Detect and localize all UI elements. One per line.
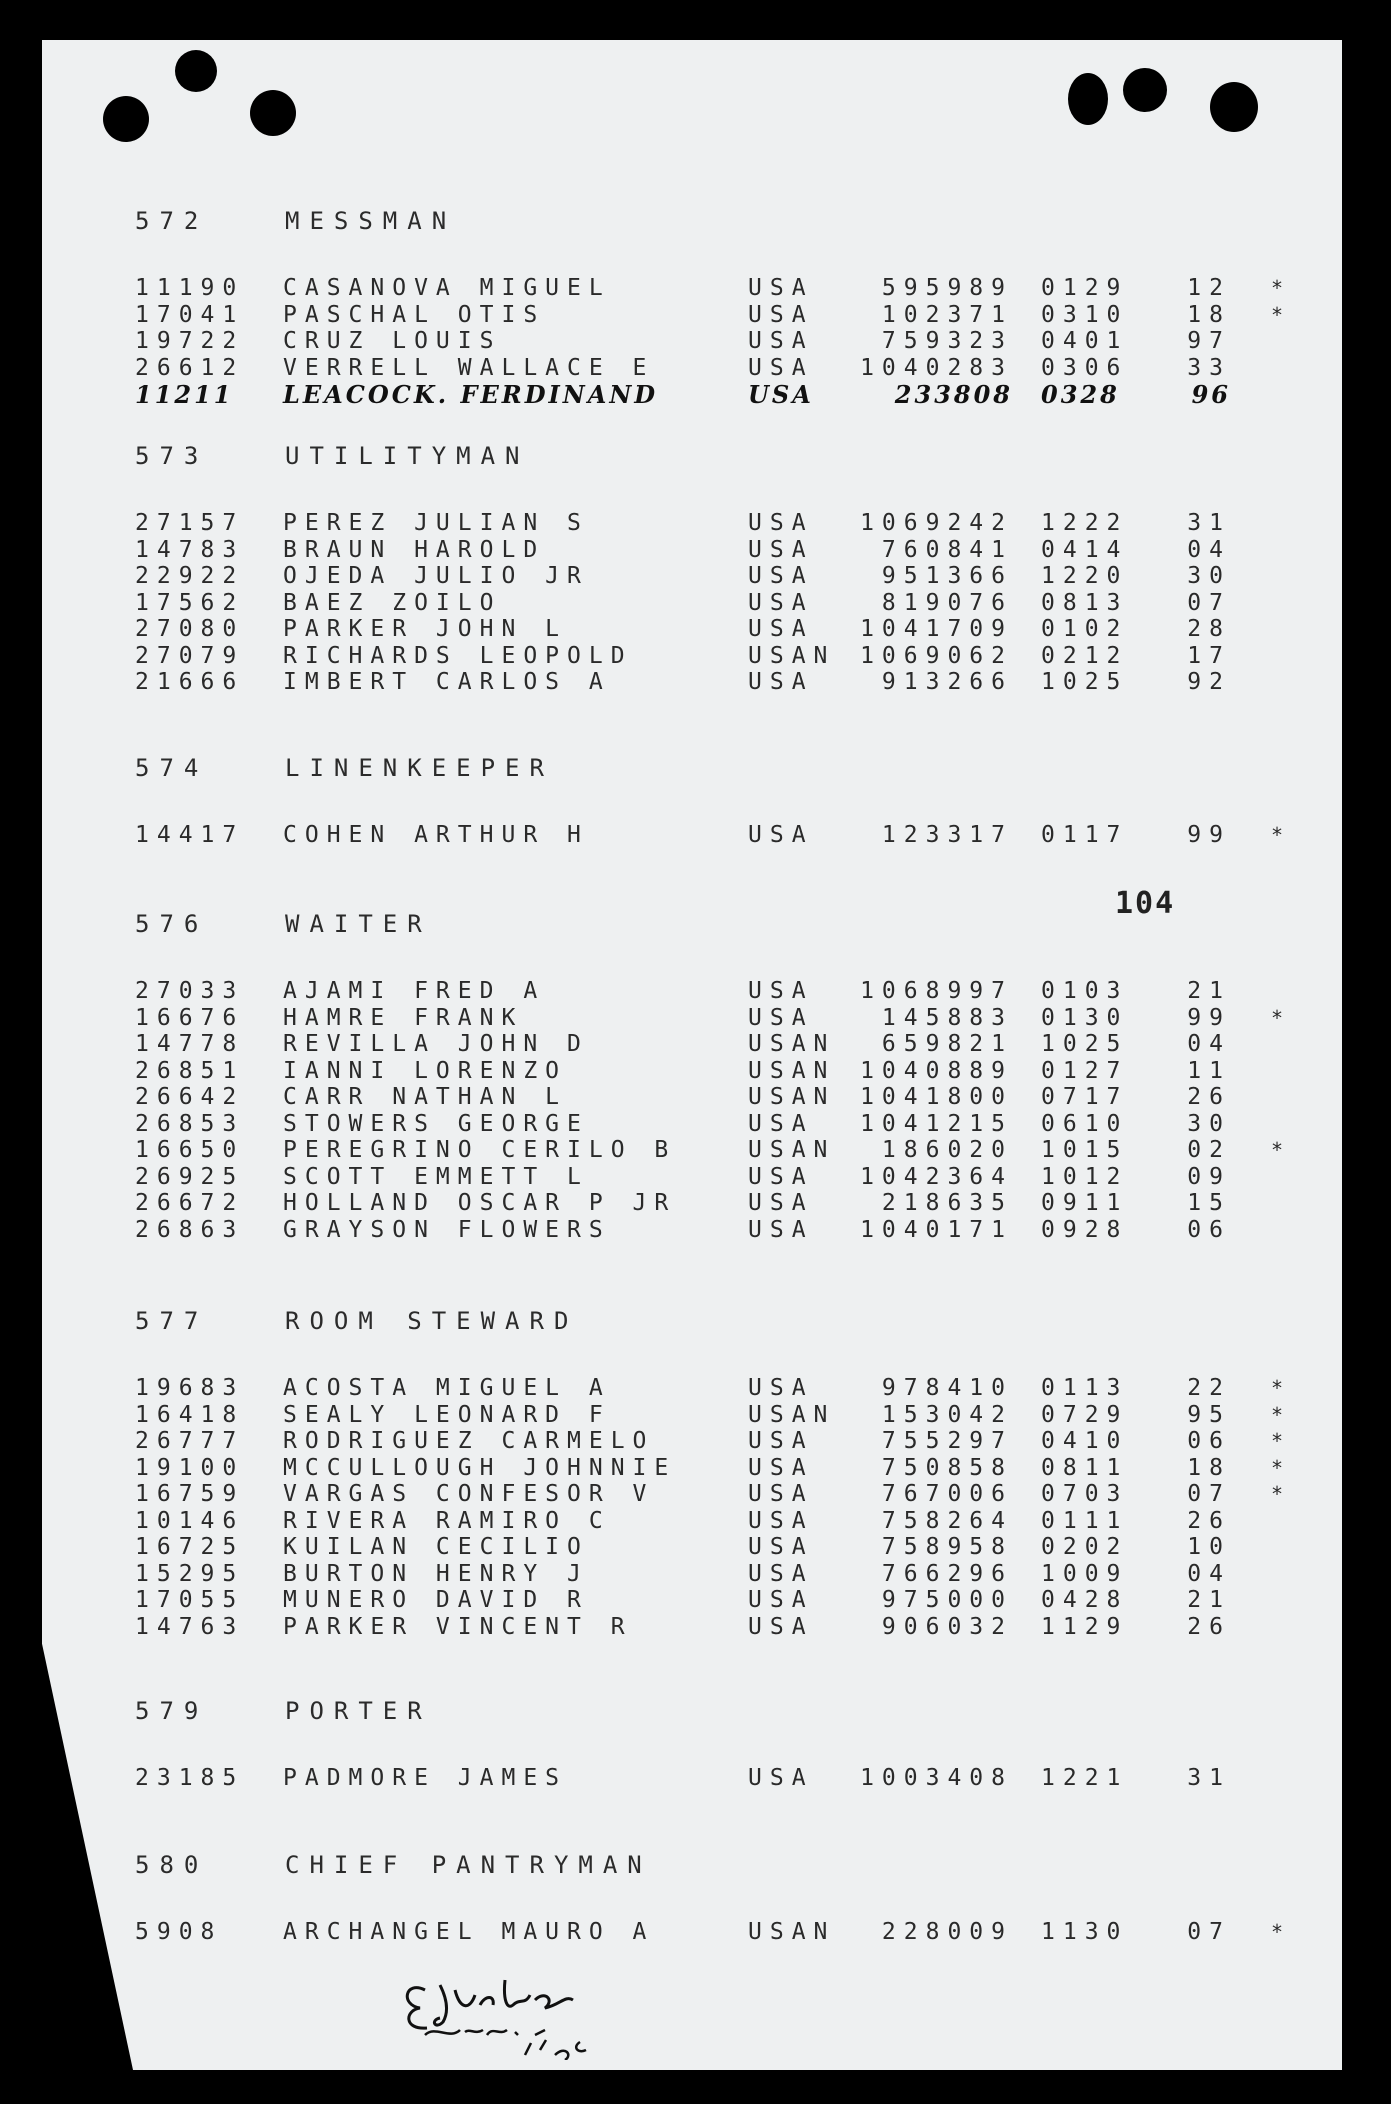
date-code: 1012 [1041, 1163, 1129, 1190]
document-number: 755297 [881, 1428, 1013, 1455]
value-code: 22 [1187, 1375, 1231, 1402]
section-heading [0, 908, 1391, 940]
crew-id: 26612 [135, 354, 245, 381]
document-number: 1040889 [860, 1057, 1013, 1084]
crew-name: AJAMI FRED A [283, 978, 546, 1005]
date-code: 0328 [1041, 379, 1120, 409]
section-heading [0, 752, 1391, 784]
crew-id: 26777 [135, 1428, 245, 1455]
date-code: 0811 [1041, 1454, 1129, 1481]
date-code: 0813 [1041, 589, 1129, 616]
date-code: 0102 [1041, 616, 1129, 643]
section-code: 574 [135, 754, 209, 782]
crew-id: 17562 [135, 589, 245, 616]
crew-rows [0, 510, 1391, 696]
value-code: 95 [1187, 1401, 1231, 1428]
citizenship: USA [748, 1216, 814, 1243]
crew-row [0, 616, 1391, 643]
crew-id: 26642 [135, 1084, 245, 1111]
crew-row [0, 643, 1391, 670]
crew-id: 19683 [135, 1375, 245, 1402]
citizenship: USA [748, 1534, 814, 1561]
crew-row [0, 1111, 1391, 1138]
value-code: 11 [1187, 1057, 1231, 1084]
date-code: 0129 [1041, 275, 1129, 302]
crew-row [0, 1561, 1391, 1588]
document-number: 1041709 [860, 616, 1013, 643]
crew-row [0, 669, 1391, 696]
crew-row [0, 328, 1391, 355]
page-number: 104 [1115, 886, 1176, 921]
crew-row [0, 1137, 1391, 1164]
date-code: 1222 [1041, 510, 1129, 537]
crew-name: OJEDA JULIO JR [283, 563, 589, 590]
date-code: 1009 [1041, 1560, 1129, 1587]
asterisk-mark: * [1270, 302, 1291, 327]
section-title: WAITER [285, 910, 432, 938]
section-579 [0, 1695, 1391, 1792]
crew-name: CRUZ LOUIS [283, 328, 502, 355]
document-number: 1003408 [860, 1765, 1013, 1792]
crew-row [0, 1614, 1391, 1641]
document-number: 1041800 [860, 1084, 1013, 1111]
value-code: 30 [1187, 563, 1231, 590]
citizenship: USA [748, 1613, 814, 1640]
crew-row [0, 1428, 1391, 1455]
date-code: 0410 [1041, 1428, 1129, 1455]
section-title: UTILITYMAN [285, 442, 530, 470]
crew-id: 22922 [135, 563, 245, 590]
citizenship: USA [748, 1587, 814, 1614]
citizenship: USA [748, 328, 814, 355]
crew-row [0, 1005, 1391, 1032]
document-number: 1069242 [860, 510, 1013, 537]
crew-id: 26853 [135, 1110, 245, 1137]
section-code: 580 [135, 1851, 209, 1879]
crew-id: 17055 [135, 1587, 245, 1614]
document-number: 758264 [881, 1507, 1013, 1534]
crew-name: COHEN ARTHUR H [283, 822, 589, 849]
crew-name: LEACOCK. FERDINAND [283, 379, 659, 409]
date-code: 1129 [1041, 1613, 1129, 1640]
crew-id: 21666 [135, 669, 245, 696]
crew-name: REVILLA JOHN D [283, 1031, 589, 1058]
crew-id: 26863 [135, 1216, 245, 1243]
crew-row [0, 275, 1391, 302]
crew-row [0, 381, 1391, 408]
crew-id: 26851 [135, 1057, 245, 1084]
document-number: 1042364 [860, 1163, 1013, 1190]
crew-row [0, 1164, 1391, 1191]
section-577 [0, 1305, 1391, 1640]
asterisk-mark: * [1270, 1138, 1291, 1163]
crew-name: BAEZ ZOILO [283, 589, 502, 616]
section-code: 576 [135, 910, 209, 938]
value-code: 17 [1187, 642, 1231, 669]
document-number: 951366 [881, 563, 1013, 590]
section-title: MESSMAN [285, 207, 457, 235]
crew-id: 14783 [135, 536, 245, 563]
citizenship: USA [748, 354, 814, 381]
section-heading [0, 1849, 1391, 1881]
crew-id: 15295 [135, 1560, 245, 1587]
crew-name: GRAYSON FLOWERS [283, 1216, 611, 1243]
value-code: 92 [1187, 669, 1231, 696]
asterisk-mark: * [1270, 1005, 1291, 1030]
crew-name: VERRELL WALLACE E [283, 354, 655, 381]
citizenship: USA [748, 1560, 814, 1587]
crew-rows [0, 1765, 1391, 1792]
crew-row [0, 1587, 1391, 1614]
date-code: 1220 [1041, 563, 1129, 590]
date-code: 0428 [1041, 1587, 1129, 1614]
crew-name: VARGAS CONFESOR V [283, 1481, 655, 1508]
crew-name: CASANOVA MIGUEL [283, 275, 611, 302]
date-code: 1221 [1041, 1765, 1129, 1792]
citizenship: USA [748, 1454, 814, 1481]
crew-id: 19722 [135, 328, 245, 355]
date-code: 0414 [1041, 536, 1129, 563]
citizenship: USA [748, 510, 814, 537]
value-code: 07 [1187, 589, 1231, 616]
crew-row [0, 1919, 1391, 1946]
crew-name: SCOTT EMMETT L [283, 1163, 589, 1190]
section-heading [0, 1305, 1391, 1337]
citizenship: USAN [748, 1031, 836, 1058]
crew-row [0, 563, 1391, 590]
asterisk-mark: * [1270, 823, 1291, 848]
value-code: 06 [1187, 1216, 1231, 1243]
crew-name: PADMORE JAMES [283, 1765, 568, 1792]
citizenship: USAN [748, 1919, 836, 1946]
value-code: 31 [1187, 1765, 1231, 1792]
crew-id: 27080 [135, 616, 245, 643]
crew-name: ACOSTA MIGUEL A [283, 1375, 611, 1402]
value-code: 12 [1187, 275, 1231, 302]
crew-name: IANNI LORENZO [283, 1057, 568, 1084]
value-code: 30 [1187, 1110, 1231, 1137]
crew-row [0, 978, 1391, 1005]
section-code: 579 [135, 1697, 209, 1725]
value-code: 04 [1187, 1031, 1231, 1058]
section-574 [0, 752, 1391, 849]
crew-name: PASCHAL OTIS [283, 301, 546, 328]
citizenship: USA [748, 1765, 814, 1792]
date-code: 0202 [1041, 1534, 1129, 1561]
citizenship: USA [748, 1507, 814, 1534]
citizenship: USA [748, 1110, 814, 1137]
date-code: 1025 [1041, 669, 1129, 696]
date-code: 0130 [1041, 1004, 1129, 1031]
citizenship: USAN [748, 1084, 836, 1111]
date-code: 0729 [1041, 1401, 1129, 1428]
document-number: 123317 [881, 822, 1013, 849]
crew-name: MUNERO DAVID R [283, 1587, 589, 1614]
crew-id: 16725 [135, 1534, 245, 1561]
crew-name: BRAUN HAROLD [283, 536, 546, 563]
crew-row [0, 1031, 1391, 1058]
section-heading [0, 205, 1391, 237]
crew-id: 23185 [135, 1765, 245, 1792]
crew-name: PEREZ JULIAN S [283, 510, 589, 537]
crew-row [0, 1375, 1391, 1402]
crew-id: 14778 [135, 1031, 245, 1058]
date-code: 0717 [1041, 1084, 1129, 1111]
section-572 [0, 205, 1391, 408]
value-code: 02 [1187, 1137, 1231, 1164]
crew-row [0, 590, 1391, 617]
document-number: 153042 [881, 1401, 1013, 1428]
section-576 [0, 908, 1391, 1243]
crew-name: ARCHANGEL MAURO A [283, 1919, 655, 1946]
crew-rows [0, 275, 1391, 408]
crew-id: 14763 [135, 1613, 245, 1640]
date-code: 0401 [1041, 328, 1129, 355]
document-number: 913266 [881, 669, 1013, 696]
citizenship: USA [748, 563, 814, 590]
citizenship: USA [748, 1190, 814, 1217]
value-code: 26 [1187, 1613, 1231, 1640]
crew-id: 27079 [135, 642, 245, 669]
document-number: 186020 [881, 1137, 1013, 1164]
section-573 [0, 440, 1391, 696]
document-number: 975000 [881, 1587, 1013, 1614]
document-number: 978410 [881, 1375, 1013, 1402]
date-code: 1130 [1041, 1919, 1129, 1946]
document-number: 1040171 [860, 1216, 1013, 1243]
value-code: 33 [1187, 354, 1231, 381]
asterisk-mark: * [1270, 1455, 1291, 1480]
date-code: 0113 [1041, 1375, 1129, 1402]
document-number: 1069062 [860, 642, 1013, 669]
citizenship: USA [748, 1481, 814, 1508]
document-number: 145883 [881, 1004, 1013, 1031]
crew-row [0, 537, 1391, 564]
section-title: LINENKEEPER [285, 754, 554, 782]
crew-name: STOWERS GEORGE [283, 1110, 589, 1137]
value-code: 99 [1187, 822, 1231, 849]
crew-rows [0, 1375, 1391, 1640]
value-code: 31 [1187, 510, 1231, 537]
crew-row [0, 1765, 1391, 1792]
crew-rows [0, 822, 1391, 849]
document-number: 595989 [881, 275, 1013, 302]
date-code: 0212 [1041, 642, 1129, 669]
value-code: 18 [1187, 1454, 1231, 1481]
section-title: CHIEF PANTRYMAN [285, 1851, 652, 1879]
section-code: 577 [135, 1307, 209, 1335]
document-number: 1040283 [860, 354, 1013, 381]
value-code: 97 [1187, 328, 1231, 355]
date-code: 0703 [1041, 1481, 1129, 1508]
asterisk-mark: * [1270, 1482, 1291, 1507]
value-code: 21 [1187, 978, 1231, 1005]
crew-row [0, 1534, 1391, 1561]
date-code: 0310 [1041, 301, 1129, 328]
crew-name: PARKER JOHN L [283, 616, 568, 643]
citizenship: USAN [748, 642, 836, 669]
crew-id: 19100 [135, 1454, 245, 1481]
crew-name: KUILAN CECILIO [283, 1534, 589, 1561]
document-number: 218635 [881, 1190, 1013, 1217]
citizenship: USA [748, 1163, 814, 1190]
crew-name: HAMRE FRANK [283, 1004, 524, 1031]
value-code: 07 [1187, 1919, 1231, 1946]
citizenship: USA [748, 589, 814, 616]
section-580 [0, 1849, 1391, 1946]
crew-id: 27033 [135, 978, 245, 1005]
value-code: 15 [1187, 1190, 1231, 1217]
crew-name: IMBERT CARLOS A [283, 669, 611, 696]
document-number: 766296 [881, 1560, 1013, 1587]
crew-id: 16759 [135, 1481, 245, 1508]
value-code: 04 [1187, 536, 1231, 563]
date-code: 1015 [1041, 1137, 1129, 1164]
crew-id: 27157 [135, 510, 245, 537]
crew-id: 11190 [135, 275, 245, 302]
value-code: 26 [1187, 1084, 1231, 1111]
citizenship: USA [748, 1004, 814, 1031]
crew-name: MCCULLOUGH JOHNNIE [283, 1454, 677, 1481]
section-title: PORTER [285, 1697, 432, 1725]
document-number: 659821 [881, 1031, 1013, 1058]
document-number: 759323 [881, 328, 1013, 355]
citizenship: USA [748, 669, 814, 696]
section-heading [0, 440, 1391, 472]
date-code: 0127 [1041, 1057, 1129, 1084]
asterisk-mark: * [1270, 1920, 1291, 1945]
section-code: 572 [135, 207, 209, 235]
crew-id: 26672 [135, 1190, 245, 1217]
crew-row [0, 1084, 1391, 1111]
document-number: 1068997 [860, 978, 1013, 1005]
crew-row [0, 1217, 1391, 1244]
citizenship: USA [748, 978, 814, 1005]
asterisk-mark: * [1270, 1376, 1291, 1401]
value-code: 26 [1187, 1507, 1231, 1534]
document-number: 819076 [881, 589, 1013, 616]
inspector-signature [395, 1950, 675, 2060]
document-number: 767006 [881, 1481, 1013, 1508]
value-code: 07 [1187, 1481, 1231, 1508]
value-code: 04 [1187, 1560, 1231, 1587]
crew-row [0, 1402, 1391, 1429]
citizenship: USA [748, 822, 814, 849]
citizenship: USAN [748, 1057, 836, 1084]
value-code: 09 [1187, 1163, 1231, 1190]
crew-name: RODRIGUEZ CARMELO [283, 1428, 655, 1455]
crew-id: 16650 [135, 1137, 245, 1164]
citizenship: USAN [748, 1401, 836, 1428]
citizenship: USAN [748, 1137, 836, 1164]
crew-rows [0, 1919, 1391, 1946]
document-number: 760841 [881, 536, 1013, 563]
value-code: 96 [1191, 379, 1231, 409]
citizenship: USA [748, 275, 814, 302]
document-number: 906032 [881, 1613, 1013, 1640]
crew-row [0, 510, 1391, 537]
date-code: 0306 [1041, 354, 1129, 381]
value-code: 06 [1187, 1428, 1231, 1455]
asterisk-mark: * [1270, 276, 1291, 301]
citizenship: USA [748, 616, 814, 643]
citizenship: USA [748, 536, 814, 563]
date-code: 0103 [1041, 978, 1129, 1005]
crew-row [0, 1508, 1391, 1535]
value-code: 18 [1187, 301, 1231, 328]
value-code: 10 [1187, 1534, 1231, 1561]
crew-row [0, 1455, 1391, 1482]
crew-name: RIVERA RAMIRO C [283, 1507, 611, 1534]
crew-id: 5908 [135, 1919, 223, 1946]
crew-name: SEALY LEONARD F [283, 1401, 611, 1428]
section-code: 573 [135, 442, 209, 470]
document-number: 750858 [881, 1454, 1013, 1481]
value-code: 99 [1187, 1004, 1231, 1031]
crew-id: 14417 [135, 822, 245, 849]
crew-row [0, 1481, 1391, 1508]
value-code: 21 [1187, 1587, 1231, 1614]
document-number: 233808 [894, 379, 1013, 409]
crew-id: 10146 [135, 1507, 245, 1534]
section-title: ROOM STEWARD [285, 1307, 579, 1335]
date-code: 0911 [1041, 1190, 1129, 1217]
date-code: 0610 [1041, 1110, 1129, 1137]
value-code: 28 [1187, 616, 1231, 643]
citizenship: USA [748, 379, 814, 409]
crew-name: RICHARDS LEOPOLD [283, 642, 633, 669]
crew-id: 16676 [135, 1004, 245, 1031]
crew-name: HOLLAND OSCAR P JR [283, 1190, 677, 1217]
document-number: 102371 [881, 301, 1013, 328]
crew-name: CARR NATHAN L [283, 1084, 568, 1111]
crew-rows [0, 978, 1391, 1243]
crew-name: BURTON HENRY J [283, 1560, 589, 1587]
crew-name: PEREGRINO CERILO B [283, 1137, 677, 1164]
citizenship: USA [748, 1428, 814, 1455]
citizenship: USA [748, 1375, 814, 1402]
asterisk-mark: * [1270, 1402, 1291, 1427]
crew-row [0, 1058, 1391, 1085]
date-code: 0928 [1041, 1216, 1129, 1243]
date-code: 1025 [1041, 1031, 1129, 1058]
crew-id: 16418 [135, 1401, 245, 1428]
date-code: 0111 [1041, 1507, 1129, 1534]
crew-id: 26925 [135, 1163, 245, 1190]
document-number: 228009 [881, 1919, 1013, 1946]
section-heading [0, 1695, 1391, 1727]
document-number: 1041215 [860, 1110, 1013, 1137]
crew-name: PARKER VINCENT R [283, 1613, 633, 1640]
crew-row [0, 1190, 1391, 1217]
crew-id: 17041 [135, 301, 245, 328]
crew-row [0, 302, 1391, 329]
date-code: 0117 [1041, 822, 1129, 849]
document-number: 758958 [881, 1534, 1013, 1561]
asterisk-mark: * [1270, 1429, 1291, 1454]
citizenship: USA [748, 301, 814, 328]
crew-row [0, 355, 1391, 382]
crew-id: 11211 [135, 379, 234, 409]
crew-row [0, 822, 1391, 849]
